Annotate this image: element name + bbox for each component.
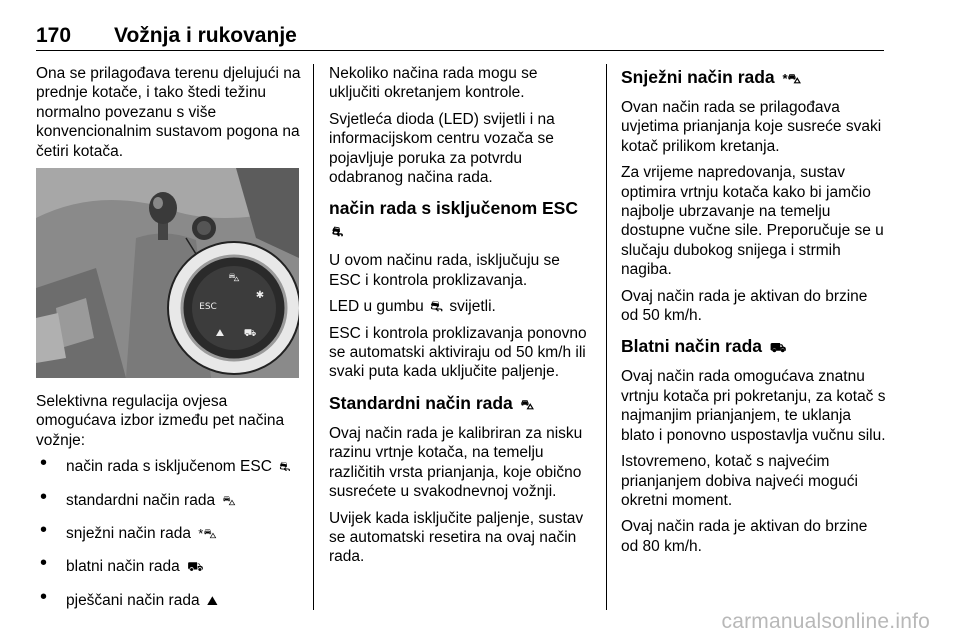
snow-mode-icon: *⛍ [198,526,217,542]
mode-esc-off-label: način rada s isključenom ESC [66,458,272,476]
bullet-icon: • [40,552,48,575]
list-item [36,552,306,576]
mode-snow-label: snježni način rada [66,525,191,543]
paragraph: Za vrijeme napredovanja, sustav optimira vrtnju kotača kako bi jamčio najbolje ubrzavanje na temelju dostupne vučne sile. Preporučuje se u slučaju dubokog snijega i strmih nagiba. [621,164,884,279]
svg-text:ESC: ESC [199,302,217,313]
svg-text:⛍: ⛍ [228,271,240,285]
bullet-icon: • [40,585,48,608]
intro-paragraph: Ona se prilagođava terenu djelujući na prednje kotače, i tako štedi težinu normalno povezanu s više konvencionalnim sustavom pogona na četiri kotača. [36,65,301,160]
page-header [36,16,884,51]
mud-mode-icon: ⛟ [187,559,204,575]
column-divider-2 [606,64,607,610]
modes-intro: Selektivna regulacija ovjesa omogućava izbor između pet načina vožnje: [36,393,285,449]
heading-mud [621,335,887,359]
paragraph: Ovaj način rada omogućava znatnu vrtnju kotača pri pokretanju, za kotač s najmanjim prianjanjem, te uklanja blato i ponovno uspostavlja vučnu silu. [621,368,886,444]
paragraph: Ovaj način rada je aktivan do brzine od 50 km/h. [621,287,868,325]
watermark: carmanualsonline.info [721,610,930,633]
mode-list [36,452,306,610]
svg-text:⛰: ⛰ [215,328,225,340]
drive-mode-selector-photo [36,168,299,378]
esc-off-icon: ⛐ [430,298,444,316]
chapter-title: Vožnja i rukovanje [114,24,297,47]
paragraph: Uvijek kada isključite paljenje, sustav se automatski resetira na ovaj način rada. [329,509,584,566]
paragraph: Ovan način rada se prilagođava uvjetima prianjanja koje susreće svaki kotač prilikom kretanja. [621,99,882,155]
standard-mode-icon: ⛍ [222,492,236,508]
paragraph: Nekoliko načina rada mogu se uključiti okretanjem kontrole. [329,65,538,102]
mode-standard-label: standardni način rada [66,491,216,509]
paragraph: Ovaj način rada je aktivan do brzine od 80 km/h. [621,518,868,555]
column-3 [621,64,887,563]
heading-esc-off [329,197,591,243]
paragraph: Svjetleća dioda (LED) svijetli i na informacijskom centru vozača se pojavljuje poruka za potvrdu odabranog načina rada. [329,110,555,187]
paragraph [329,297,591,316]
column-divider-1 [313,64,314,610]
list-item [36,585,306,610]
bullet-icon: • [40,452,48,475]
heading-text: Snježni način rada [621,67,775,87]
mode-sand-label: pješčani način rada [66,591,200,609]
heading-text: Standardni način rada [329,392,513,413]
paragraph: Istovremeno, kotač s najvećim prianjanjem dobiva najveći mogući okretni moment. [621,453,858,509]
bullet-icon: • [40,519,48,542]
text-fragment: svijetli. [449,298,496,316]
column-2 [329,64,591,574]
esc-off-icon: ⛐ [279,459,291,475]
list-item [36,485,306,510]
svg-text:⛟: ⛟ [243,328,257,340]
list-item [36,519,306,543]
mud-mode-icon: ⛟ [769,340,787,356]
svg-text:✱: ✱ [255,290,265,302]
sand-mode-icon: ⛰ [206,592,218,608]
paragraph: U ovom načinu rada, isključuju se ESC i kontrola proklizavanja. [329,252,560,289]
bullet-icon: • [40,485,48,508]
snow-mode-icon: *⛍ [782,71,801,86]
text-fragment: LED u gumbu [329,298,424,316]
heading-snow [621,66,887,90]
column-1 [36,64,306,624]
paragraph: ESC i kontrola proklizavanja ponovno se automatski aktiviraju od 50 km/h ili svaki puta kada uključite paljenje. [329,324,587,381]
list-item [36,452,306,476]
page-number: 170 [36,24,72,47]
heading-text: Blatni način rada [621,336,763,357]
heading-standard [329,392,591,416]
mode-mud-label: blatni način rada [66,558,180,576]
standard-mode-icon: ⛍ [520,396,535,412]
heading-text: način rada s isključenom ESC [329,198,578,219]
esc-off-icon: ⛐ [332,224,344,240]
paragraph: Ovaj način rada je kalibriran za nisku razinu vrtnje kotača, na temelju različitih vrsta prianjanja, koje obično susrećete u svakodnevnoj vožnji. [329,424,583,501]
